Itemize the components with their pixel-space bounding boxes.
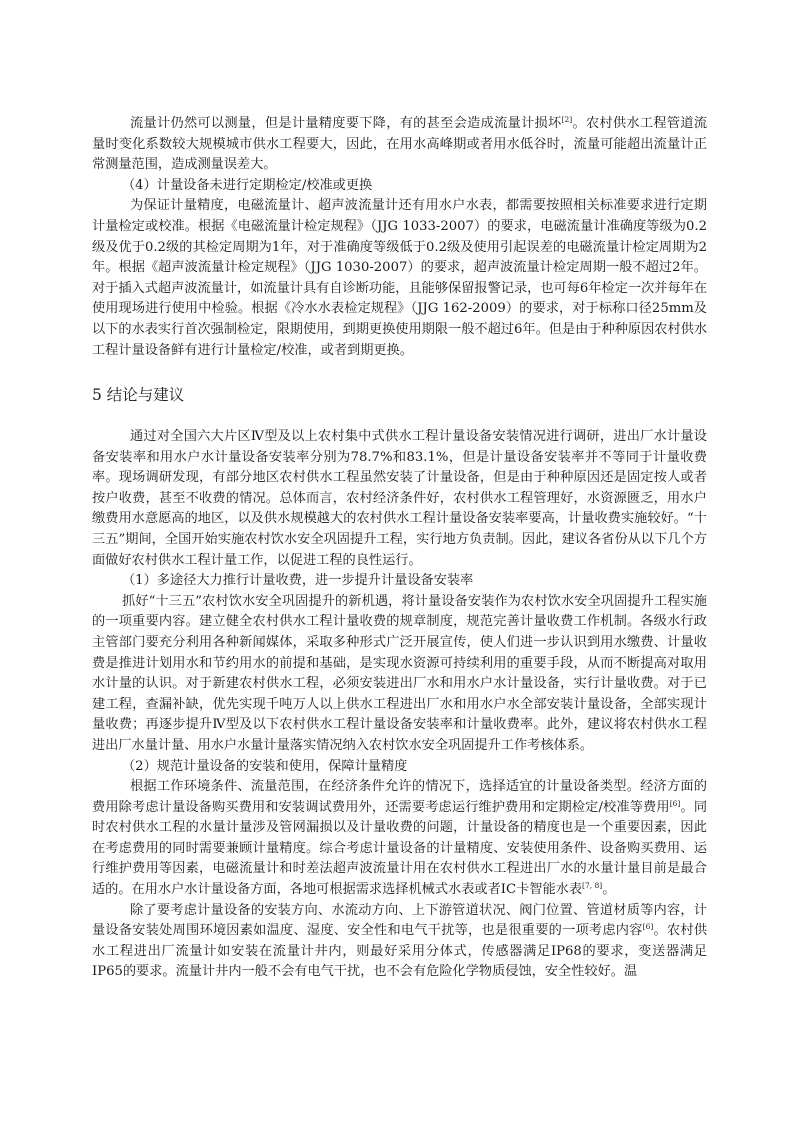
section-heading-5: 5 结论与建议: [92, 386, 185, 404]
subheading-4: （4）计量设备未进行定期检定/校准或更换: [122, 177, 373, 193]
paragraph-installation-environment: [92, 901, 707, 983]
text-run: 根据工作环境条件、流量范围，在经济条件允许的情况下，选择适宜的计量设备类型。经济方面的费用除考虑计量设备购买费用和安装调试费用外，还需要考虑运行维护费用和定期检定/校准等费用: [92, 779, 707, 815]
citation-ref: [7, 8]: [582, 881, 603, 891]
citation-ref: [6]: [669, 798, 681, 808]
text-run: 。同时农村供水工程的水量计量涉及管网漏损以及计量收费的问题，计量设备的精度也是一个重要因素，因此在考虑费用的同时需要兼顾计量精度。综合考虑计量设备的计量精度、安装使用条件、设备购买费用、运行维护费用等因素，电磁流量计和时差法超声波流量计用在农村供水工程进出厂水的水量计量目前是最合适的。在用水户水计量设备方面，各地可根据需求选择机械式水表或者IC卡智能水表: [92, 799, 708, 898]
body-block-2: [92, 427, 707, 983]
body-block-1: [92, 114, 707, 361]
paragraph-metering-charges: 抓好“十三五”农村饮水安全巩固提升的新机遇，将计量设备安装作为农村饮水安全巩固提升工程实施的一项重要内容。建立健全农村供水工程计量收费的规章制度，规范完善计量收费工作机制。各级水行政主管部门要充分利用各种新闻媒体，采取多种形式广泛开展宣传，使人们进一步认识到用水缴费、计量收费是推进计划用水和节约用水的前提和基础，是实现水资源可持续利用的重要手段，从而不断提高对取用水计量的认识。对于新建农村供水工程，必须安装进出厂水和用水户水计量设备，实行计量收费。对于已建工程，查漏补缺，优先实现千吨万人以上供水工程进出厂水和用水户水全部安装计量设备，全部实现计量收费；再逐步提升Ⅳ型及以下农村供水工程计量设备安装率和计量收费率。此外，建议将农村供水工程进出厂水量计量、用水户水量计量落实情况纳入农村饮水安全巩固提升工作考核体系。: [92, 593, 707, 753]
paragraph-calibration: 为保证计量精度，电磁流量计、超声波流量计还有用水户水表，都需要按照相关标准要求进行定期计量检定或校准。根据《电磁流量计检定规程》（JJG 1033-2007）的要求，电磁流量计准确度等级为0.2级及优于0.2级的其检定周期为1年，对于准确度等级低于0.2级及使用引起误差的电磁流量计检定周期为2年。根据《超声波流量计检定规程》（JJG 1030-2007）的要求，超声波流量计检定周期一般不超过2年。对于插入式超声波流量计，如流量计具有自诊断功能，且能够保留报警记录，也可每6年检定一次并每年在使用现场进行使用中检验。根据《冷水水表检定规程》（JJG 162-2009）的要求，对于标称口径25mm及以下的水表实行首次强制检定，限期使用，到期更换使用期限一般不超过6年。但是由于种种原因农村供水工程计量设备鲜有进行计量检定/校准，或者到期更换。: [92, 198, 708, 358]
subheading-2: （2）规范计量设备的安装和使用，保障计量精度: [122, 758, 408, 774]
section-heading-block: [92, 384, 707, 406]
text-run: 除了要考虑计量设备的安装方向、水流动方向、上下游管道状况、阀门位置、管道材质等内容，计量设备安装处周围环境因素如温度、湿度、安全性和电气干扰等，也是很重要的一项考虑内容: [92, 902, 707, 939]
text-run: 。农村供水工程进出厂流量计如安装在流量计井内，则最好采用分体式，传感器满足IP68的要求，变送器满足IP65的要求。流量计井内一般不会有电气干扰，也不会有危险化学物质侵蚀，安全性较好。温: [92, 923, 708, 980]
text-run: 流量计仍然可以测量，但是计量精度要下降，有的甚至会造成流量计损坏: [130, 116, 562, 131]
text-run: 。农村供水工程管道流量时变化系数较大规模城市供水工程要大，因此，在用水高峰期或者用水低谷时，流量可能超出流量计正常测量范围，造成测量误差大。: [92, 116, 708, 173]
citation-ref: [6]: [642, 922, 654, 932]
subheading-1: （1）多途径大力推行计量收费，进一步提升计量设备安装率: [122, 573, 474, 589]
paragraph-device-selection: [92, 777, 707, 901]
paragraph-flowmeter-range: [92, 114, 707, 176]
paragraph-survey-summary: 通过对全国六大片区Ⅳ型及以上农村集中式供水工程计量设备安装情况进行调研，进出厂水计量设备安装率和用水户水计量设备安装率分别为78.7%和83.1%，但是计量设备安装率并不等同于计量收费率。现场调研发现，有部分地区农村供水工程虽然安装了计量设备，但是由于种种原因还是固定按人或者按户收费，甚至不收费的情况。总体而言，农村经济条件好，农村供水工程管理好，水资源匮乏，用水户缴费用水意愿高的地区，以及供水规模越大的农村供水工程计量设备安装率要高，计量收费实施较好。“十三五”期间，全国开始实施农村饮水安全巩固提升工程，实行地方负责制。因此，建议各省份从以下几个方面做好农村供水工程计量工作，以促进工程的良性运行。: [92, 429, 707, 568]
citation-ref: [2]: [561, 115, 573, 124]
text-run: 。: [602, 882, 616, 898]
